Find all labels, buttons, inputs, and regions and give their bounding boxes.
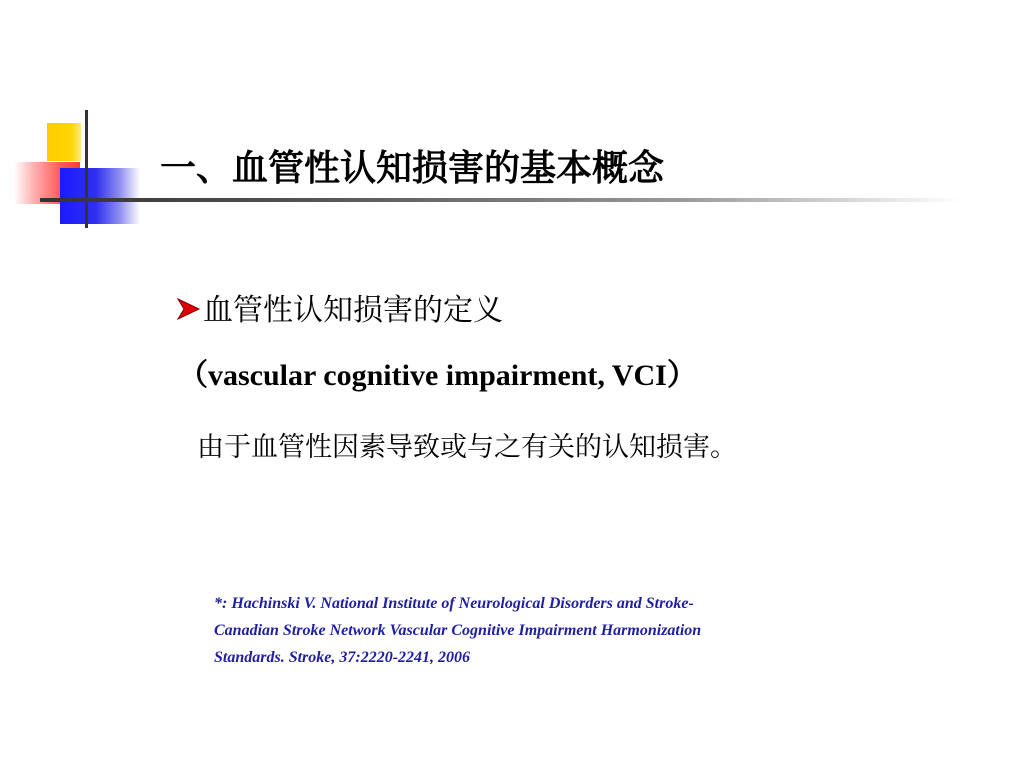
reference-line-2: Canadian Stroke Network Vascular Cognitive Impairment Harmonization bbox=[214, 622, 702, 639]
english-term: （vascular cognitive impairment, VCI） bbox=[178, 359, 697, 392]
slide-title: 一、血管性认知损害的基本概念 bbox=[160, 148, 665, 189]
bullet-item bbox=[175, 285, 503, 329]
decorative-corner bbox=[0, 0, 160, 240]
title-underline bbox=[40, 198, 960, 202]
reference-line-1: *: Hachinski V. National Institute of Neurological Disorders and Stroke- bbox=[214, 595, 694, 612]
definition-text: 由于血管性因素导致或与之有关的认知损害。 bbox=[197, 432, 737, 463]
blue-square bbox=[60, 168, 140, 224]
reference-line-3: Standards. Stroke, 37:2220-2241, 2006 bbox=[214, 649, 471, 666]
reference-citation bbox=[214, 590, 834, 671]
bullet-label: 血管性认知损害的定义 bbox=[203, 293, 503, 328]
arrow-bullet-icon bbox=[175, 296, 201, 322]
vertical-divider bbox=[85, 110, 88, 228]
yellow-square bbox=[47, 123, 81, 161]
